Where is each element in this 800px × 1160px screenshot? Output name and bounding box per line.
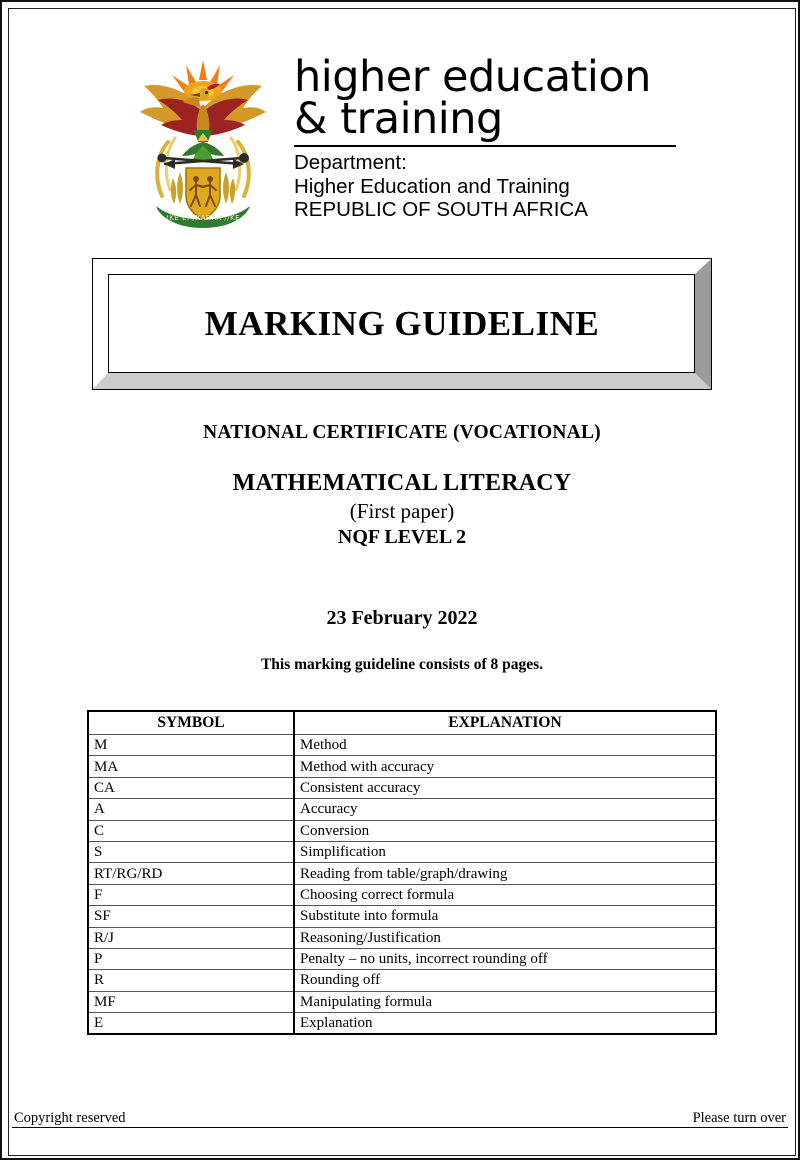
table-row xyxy=(88,756,716,777)
cell-explanation: Conversion xyxy=(294,820,716,841)
nqf-level-line: NQF LEVEL 2 xyxy=(337,526,467,548)
cell-symbol: A xyxy=(88,799,294,820)
table-row xyxy=(88,777,716,798)
paper-line: (First paper) xyxy=(349,499,455,523)
cell-explanation: Accuracy xyxy=(294,799,716,820)
table-row xyxy=(88,970,716,991)
symbol-explanation-table xyxy=(87,710,717,1035)
footer-copyright: Copyright reserved xyxy=(14,1110,126,1126)
table-row xyxy=(88,991,716,1012)
cell-symbol: SF xyxy=(88,906,294,927)
brand-line-1: higher education xyxy=(294,52,651,102)
cell-explanation: Penalty – no units, incorrect rounding off xyxy=(294,948,716,969)
department-label: Department: xyxy=(294,151,407,175)
letterhead-divider xyxy=(294,145,676,147)
table-row xyxy=(88,735,716,756)
cell-explanation: Consistent accuracy xyxy=(294,777,716,798)
table-row xyxy=(88,927,716,948)
table-row xyxy=(88,1013,716,1035)
symbol-table-body xyxy=(88,735,716,1035)
cell-symbol: RT/RG/RD xyxy=(88,863,294,884)
page-title: MARKING GUIDELINE xyxy=(204,304,600,343)
table-row xyxy=(88,863,716,884)
exam-date: 23 February 2022 xyxy=(326,607,478,629)
page-content xyxy=(12,12,792,1152)
cell-explanation: Method with accuracy xyxy=(294,756,716,777)
page-count-note: This marking guideline consists of 8 pages. xyxy=(260,656,544,673)
subtitle-block xyxy=(12,422,792,674)
table-row xyxy=(88,884,716,905)
cell-explanation: Reading from table/graph/drawing xyxy=(294,863,716,884)
cell-symbol: C xyxy=(88,820,294,841)
cell-explanation: Substitute into formula xyxy=(294,906,716,927)
subject-line: MATHEMATICAL LITERACY xyxy=(232,470,572,496)
cell-explanation: Explanation xyxy=(294,1013,716,1035)
title-box-wrapper xyxy=(92,258,712,390)
cell-explanation: Manipulating formula xyxy=(294,991,716,1012)
footer-row xyxy=(12,1102,788,1127)
cell-explanation: Method xyxy=(294,735,716,756)
cell-symbol: MF xyxy=(88,991,294,1012)
table-row xyxy=(88,841,716,862)
cell-explanation: Rounding off xyxy=(294,970,716,991)
department-text-block xyxy=(294,46,676,221)
certificate-line: NATIONAL CERTIFICATE (VOCATIONAL) xyxy=(203,422,601,443)
cell-symbol: F xyxy=(88,884,294,905)
brand-line-2: & training xyxy=(294,94,503,145)
table-row xyxy=(88,948,716,969)
cell-symbol: E xyxy=(88,1013,294,1035)
footer-divider xyxy=(12,1127,788,1128)
marking-guideline-title-box xyxy=(92,258,712,390)
cell-symbol: R xyxy=(88,970,294,991)
column-header-explanation: EXPLANATION xyxy=(294,711,716,735)
cell-symbol: MA xyxy=(88,756,294,777)
south-african-coat-of-arms-icon xyxy=(128,46,278,236)
footer-turn-over: Please turn over xyxy=(692,1110,786,1126)
table-row xyxy=(88,799,716,820)
page-footer xyxy=(12,1102,788,1148)
cell-symbol: R/J xyxy=(88,927,294,948)
cell-symbol: S xyxy=(88,841,294,862)
cell-explanation: Simplification xyxy=(294,841,716,862)
table-row xyxy=(88,820,716,841)
svg-text:!KE E: /XARRA //KE: !KE E: /XARRA //KE xyxy=(165,214,241,222)
letterhead xyxy=(12,12,792,236)
department-name: Higher Education and Training xyxy=(294,174,570,198)
cell-explanation: Choosing correct formula xyxy=(294,884,716,905)
table-header-row xyxy=(88,711,716,735)
country-line: REPUBLIC OF SOUTH AFRICA xyxy=(294,197,588,221)
cell-explanation: Reasoning/Justification xyxy=(294,927,716,948)
table-row xyxy=(88,906,716,927)
cell-symbol: CA xyxy=(88,777,294,798)
column-header-symbol: SYMBOL xyxy=(88,711,294,735)
cell-symbol: P xyxy=(88,948,294,969)
cell-symbol: M xyxy=(88,735,294,756)
